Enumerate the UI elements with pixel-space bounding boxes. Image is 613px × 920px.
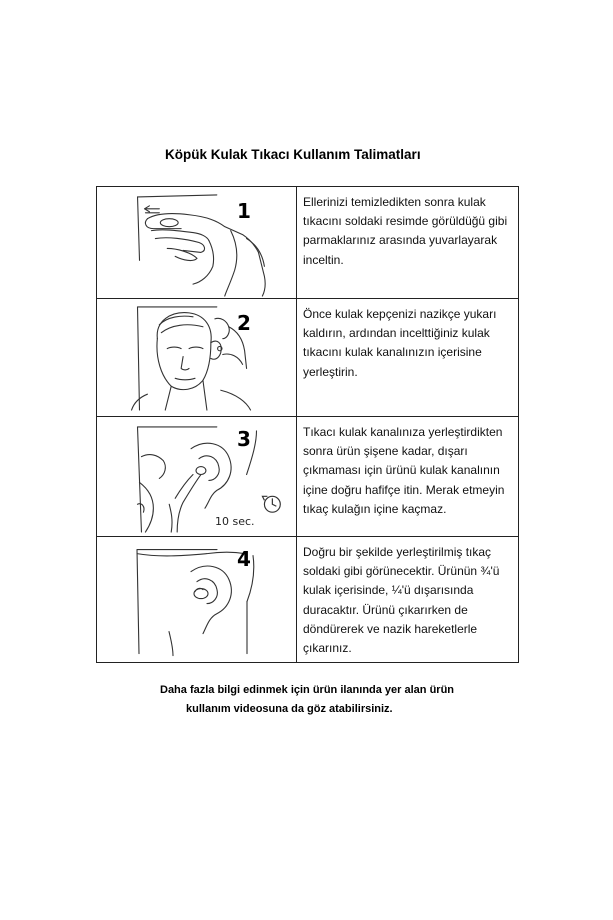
footer-note-line-2: kullanım videosuna da göz atabilirsiniz. xyxy=(186,703,393,715)
step-number: 1 xyxy=(237,199,251,223)
step-number: 3 xyxy=(237,427,251,451)
step-row xyxy=(97,417,519,537)
rolling-earplug-hand-icon xyxy=(97,187,296,298)
step-row xyxy=(97,187,519,299)
step-2-illustration xyxy=(97,299,297,417)
inserted-earplug-ear-icon xyxy=(97,537,296,662)
step-row xyxy=(97,537,519,663)
step-4-text: Doğru bir şekilde yerleştirilmiş tıkaç soldaki gibi görünecektir. Ürünün ¾'ü kulak içerisinde, ¼'ü dışarısında duracaktır. Ürünü çıkarırken de döndürerek ve nazik hareketlerle çıkarınız. xyxy=(297,537,519,663)
timer-label: 10 sec. xyxy=(215,515,255,528)
step-number: 4 xyxy=(237,547,251,571)
footer-note-line-1: Daha fazla bilgi edinmek için ürün ilanında yer alan ürün xyxy=(160,684,455,696)
step-1-illustration xyxy=(97,187,297,299)
step-2-text: Önce kulak kepçenizi nazikçe yukarı kaldırın, ardından incelttiğiniz kulak tıkacını kulak kanalınızın içerisine yerleştirin. xyxy=(297,299,519,417)
inserting-earplug-man-icon xyxy=(97,299,296,416)
step-4-illustration xyxy=(97,537,297,663)
step-1-text: Ellerinizi temizledikten sonra kulak tıkacını soldaki resimde görüldüğü gibi parmaklarınız arasında yuvarlayarak inceltin. xyxy=(297,187,519,299)
step-number: 2 xyxy=(237,311,251,335)
pressing-earplug-ear-icon xyxy=(97,417,296,536)
document-title: Köpük Kulak Tıkacı Kullanım Talimatları xyxy=(165,147,421,162)
step-3-text: Tıkacı kulak kanalınıza yerleştirdikten sonra ürün şişene kadar, dışarı çıkmaması için ürünü kulak kanalının içine doğru hafifçe itin. Merak etmeyin tıkaç kulağın içine kaçmaz. xyxy=(297,417,519,537)
step-row xyxy=(97,299,519,417)
step-3-illustration xyxy=(97,417,297,537)
instructions-table xyxy=(96,186,519,663)
